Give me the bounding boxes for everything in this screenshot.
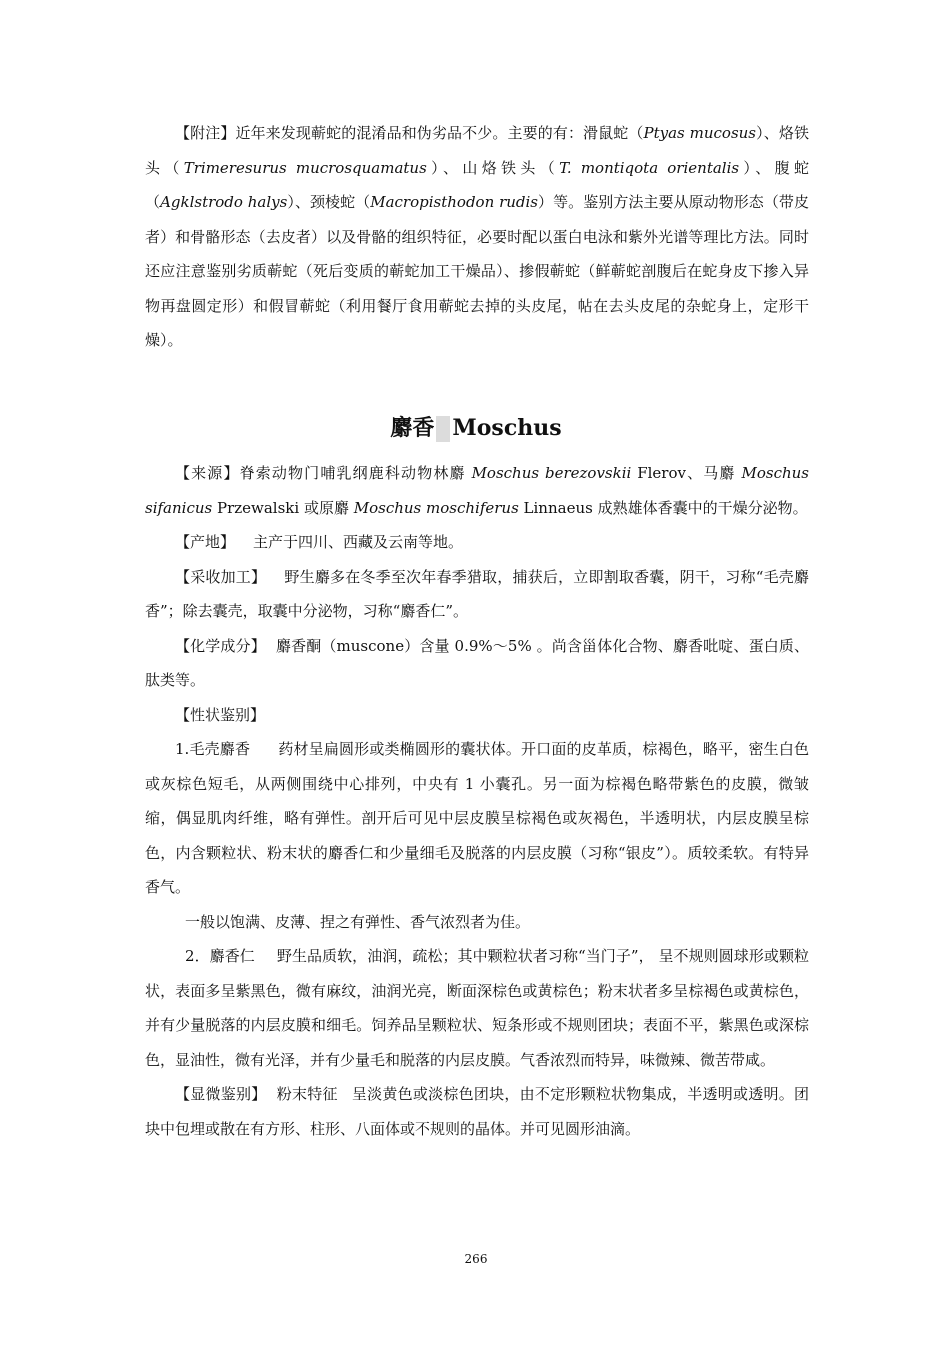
traits-heading: 【性状鉴别】 <box>175 705 266 724</box>
traits-item-2: 2．麝香仁 野生品质软，油润，疏松；其中颗粒状者习称“当门子”， 呈不规则圆球形或颗粒状，表面多呈紫黑色，微有麻纹，油润光亮，断面深棕色或黄棕色；粉末状者多呈棕褐色或黄棕色，并有少量脱落的内层皮膜和细毛。饲养品呈颗粒状、短条形或不规则团块；表面不平，紫黑色或深棕色，显油性，微有光泽，并有少量毛和脱落的内层皮膜。气香浓烈而特异，味微辣、微苦带咸。 <box>145 947 810 1069</box>
title-cn: 麝香 <box>390 415 435 441</box>
source-paragraph: 【来源】脊索动物门哺乳纲鹿科动物林麝 Moschus berezovskii Flerov、马麝 Moschus sifanicus Przewalski 或原麝 Moschus moschiferus Linnaeus 成熟雄体香囊中的干燥分泌物。 <box>145 464 809 517</box>
origin-label: 【产地】 <box>175 533 236 551</box>
chemistry-label: 【化学成分】 <box>175 636 266 655</box>
origin-paragraph: 【产地】 主产于四川、西藏及云南等地。 <box>175 533 464 551</box>
processing-paragraph: 【采收加工】 野生麝多在冬季至次年春季猎取，捕获后，立即割取香囊，阴干，习称“毛壳麝香”；除去囊壳，取囊中分泌物，习称“麝香仁”。 <box>145 567 809 620</box>
note-section <box>145 116 809 358</box>
quality-paragraph: 一般以饱满、皮薄、捏之有弹性、香气浓烈者为佳。 <box>185 912 531 931</box>
traits-item-1: 1.毛壳麝香 药材呈扁圆形或类椭圆形的囊状体。开口面的皮革质，棕褐色，略平，密生白色或灰棕色短毛，从两侧围绕中心排列，中央有 1 小囊孔。另一面为棕褐色略带紫色的皮膜，微皱缩，偶显肌肉纤维，略有弹性。剖开后可见中层皮膜呈棕褐色或灰褐色，半透明状，内层皮膜呈棕色，内含颗粒状、粉末状的麝香仁和少量细毛及脱落的内层皮膜（习称“银皮”）。质较柔软。有特异香气。 <box>145 740 809 896</box>
item2-name: 2．麝香仁 <box>185 947 255 965</box>
chemistry-paragraph: 【化学成分】 麝香酮（muscone）含量 0.9%～5% 。尚含甾体化合物、麝香吡啶、蛋白质、肽类等。 <box>145 636 809 689</box>
moschus-section <box>145 456 809 1146</box>
item1-name: 1.毛壳麝香 <box>175 740 251 758</box>
processing-label: 【采收加工】 <box>175 567 267 586</box>
microscopy-paragraph: 【显微鉴别】 粉末特征 呈淡黄色或淡棕色团块，由不定形颗粒状物集成，半透明或透明。团块中包埋或散在有方形、柱形、八面体或不规则的晶体。并可见圆形油滴。 <box>145 1085 809 1138</box>
microscopy-label: 【显微鉴别】 <box>175 1085 267 1103</box>
note-label: 【附注】 <box>175 124 236 142</box>
note-paragraph: 【附注】近年来发现蕲蛇的混淆品和伪劣品不少。主要的有：滑鼠蛇（Ptyas mucosus）、烙铁头（Trimeresurus mucrosquamatus）、山烙铁头（T. montiqota orientalis）、腹蛇（Agklstrodo halys）、颈棱蛇（Macropisthodon rudis）等。鉴别方法主要从原动物形态（带皮者）和骨骼形态（去皮者）以及骨骼的组织特征，必要时配以蛋白电泳和紫外光谱等理比方法。同时还应注意鉴别劣质蕲蛇（死后变质的蕲蛇加工干燥品）、掺假蕲蛇（鲜蕲蛇剖腹后在蛇身皮下掺入异物再盘圆定形）和假冒蕲蛇（利用餐厅食用蕲蛇去掉的头皮尾，帖在去头皮尾的杂蛇身上，定形干燥）。 <box>145 124 809 349</box>
title-en: Moschus <box>452 415 562 441</box>
page-number: 266 <box>464 1252 488 1266</box>
source-label: 【来源】 <box>175 464 240 482</box>
section-title <box>0 410 952 446</box>
highlight-mark <box>436 416 450 442</box>
